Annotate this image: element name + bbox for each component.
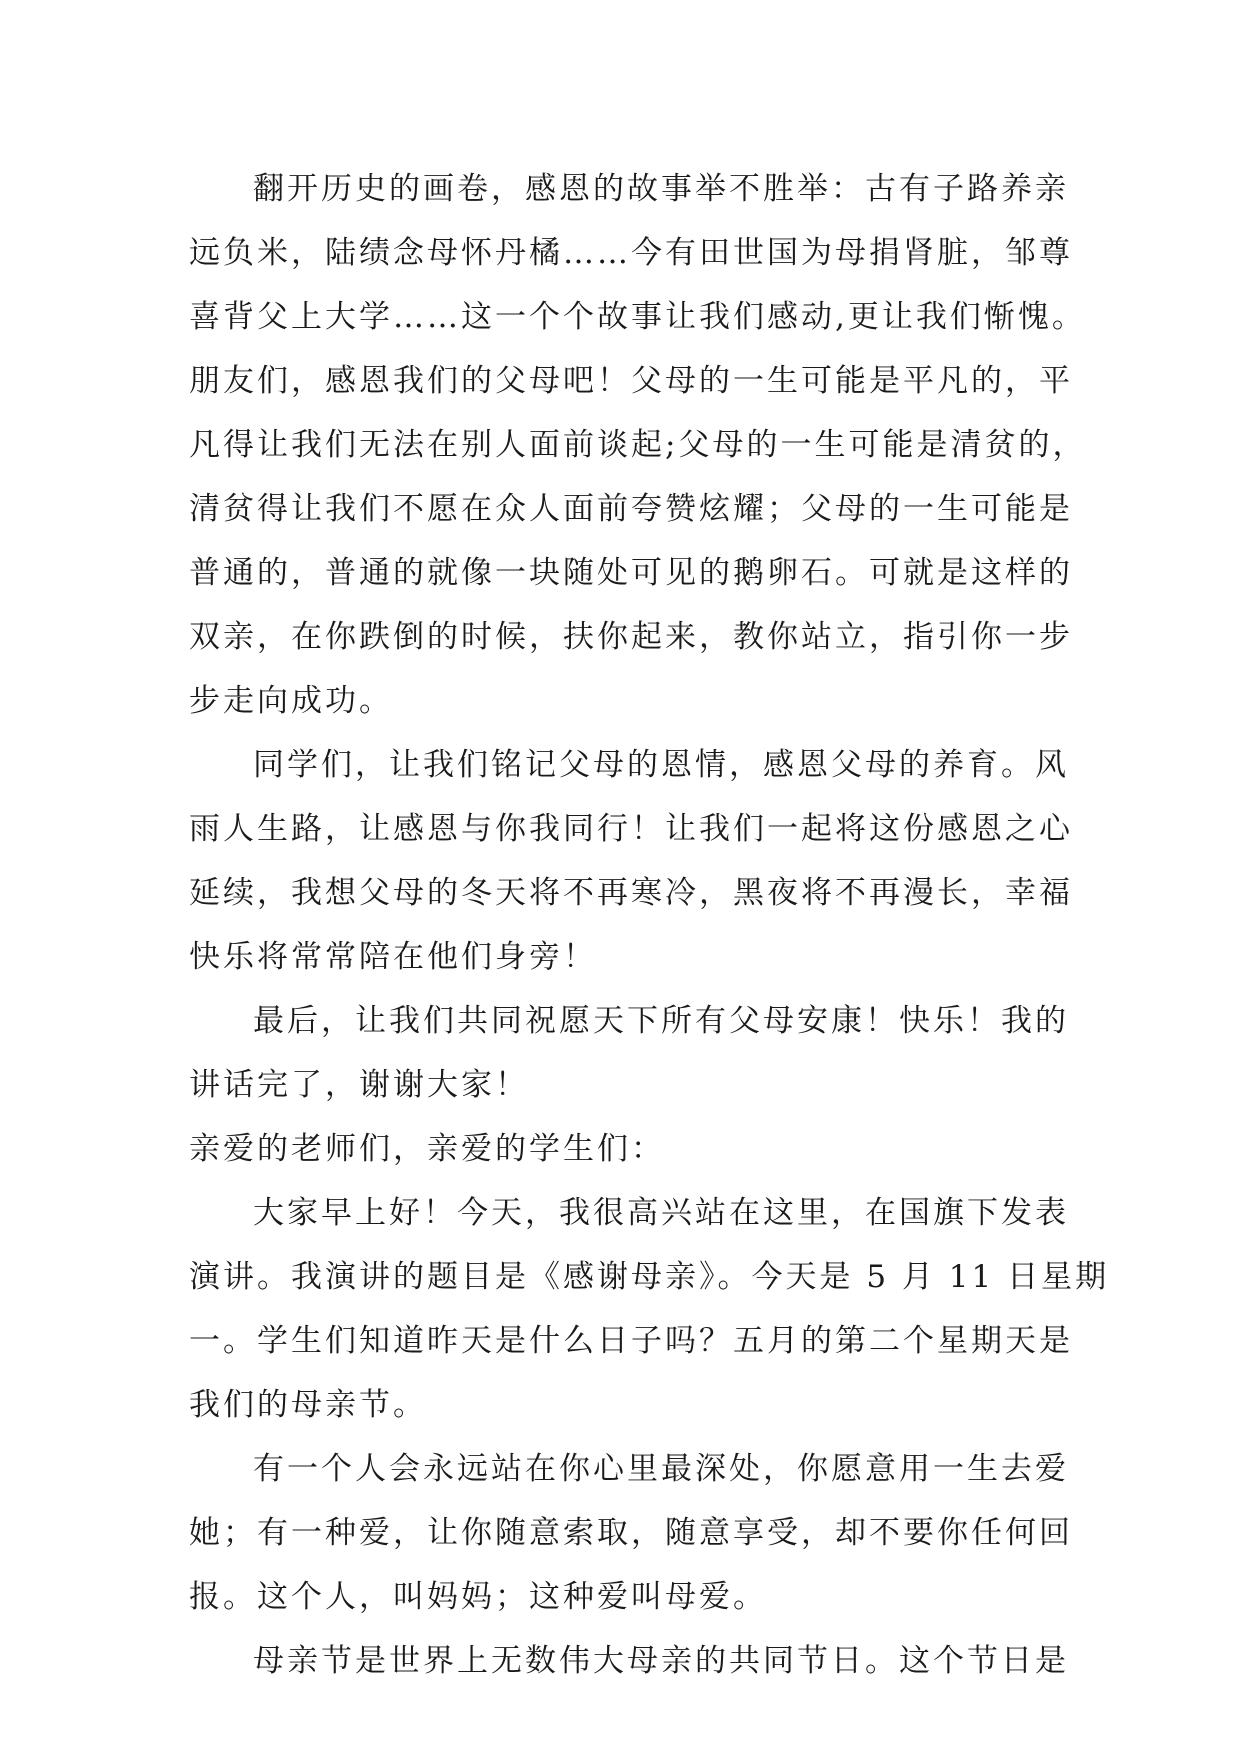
text-line: 喜背父上大学……这一个个故事让我们感动,更让我们惭愧。 [189, 299, 1086, 335]
text-line: 讲话完了，谢谢大家！ [189, 1067, 529, 1103]
paragraph-mother-love [189, 1437, 1073, 1629]
text-line: 最后，让我们共同祝愿天下所有父母安康！快乐！我的 [253, 1003, 1069, 1039]
text-line: 有一个人会永远站在你心里最深处，你愿意用一生去爱 [253, 1451, 1069, 1487]
paragraph-classmates [189, 733, 1073, 989]
text-line: 普通的，普通的就像一块随处可见的鹅卵石。可就是这样的 [189, 555, 1073, 591]
text-line: 演讲。我演讲的题目是《感谢母亲》。今天是 5 月 11 日星期 [189, 1259, 1110, 1295]
text-line: 我们的母亲节。 [189, 1387, 427, 1423]
paragraph-greeting [189, 1117, 1069, 1181]
text-line: 她；有一种爱，让你随意索取，随意享受，却不要你任何回 [189, 1515, 1073, 1551]
text-line: 步走向成功。 [189, 683, 393, 719]
paragraph-closing [189, 989, 1069, 1117]
text-line: 一。学生们知道昨天是什么日子吗？五月的第二个星期天是 [189, 1323, 1073, 1359]
text-line: 双亲，在你跌倒的时候，扶你起来，教你站立，指引你一步 [189, 619, 1073, 655]
text-line: 清贫得让我们不愿在众人面前夸赞炫耀；父母的一生可能是 [189, 491, 1073, 527]
paragraph-speech-intro [189, 1181, 1110, 1437]
text-line: 凡得让我们无法在别人面前谈起;父母的一生可能是清贫的， [189, 427, 1087, 463]
document-body [189, 157, 1110, 1693]
text-line: 延续，我想父母的冬天将不再寒冷，黑夜将不再漫长，幸福 [189, 875, 1073, 911]
text-line: 报。这个人，叫妈妈；这种爱叫母爱。 [189, 1579, 767, 1615]
text-line: 亲爱的老师们，亲爱的学生们： [189, 1131, 665, 1167]
text-line: 雨人生路，让感恩与你我同行！让我们一起将这份感恩之心 [189, 811, 1073, 847]
text-line: 远负米，陆绩念母怀丹橘……今有田世国为母捐肾脏，邹尊 [189, 235, 1073, 271]
text-line: 母亲节是世界上无数伟大母亲的共同节日。这个节日是 [253, 1643, 1069, 1679]
text-line: 快乐将常常陪在他们身旁！ [189, 939, 597, 975]
text-line: 同学们，让我们铭记父母的恩情，感恩父母的养育。风 [253, 747, 1069, 783]
text-line: 朋友们，感恩我们的父母吧！父母的一生可能是平凡的，平 [189, 363, 1073, 399]
text-line: 翻开历史的画卷，感恩的故事举不胜举：古有子路养亲 [253, 171, 1069, 207]
paragraph-gratitude-history [189, 157, 1087, 733]
text-line: 大家早上好！今天，我很高兴站在这里，在国旗下发表 [253, 1195, 1069, 1231]
paragraph-mothers-day [189, 1629, 1069, 1693]
